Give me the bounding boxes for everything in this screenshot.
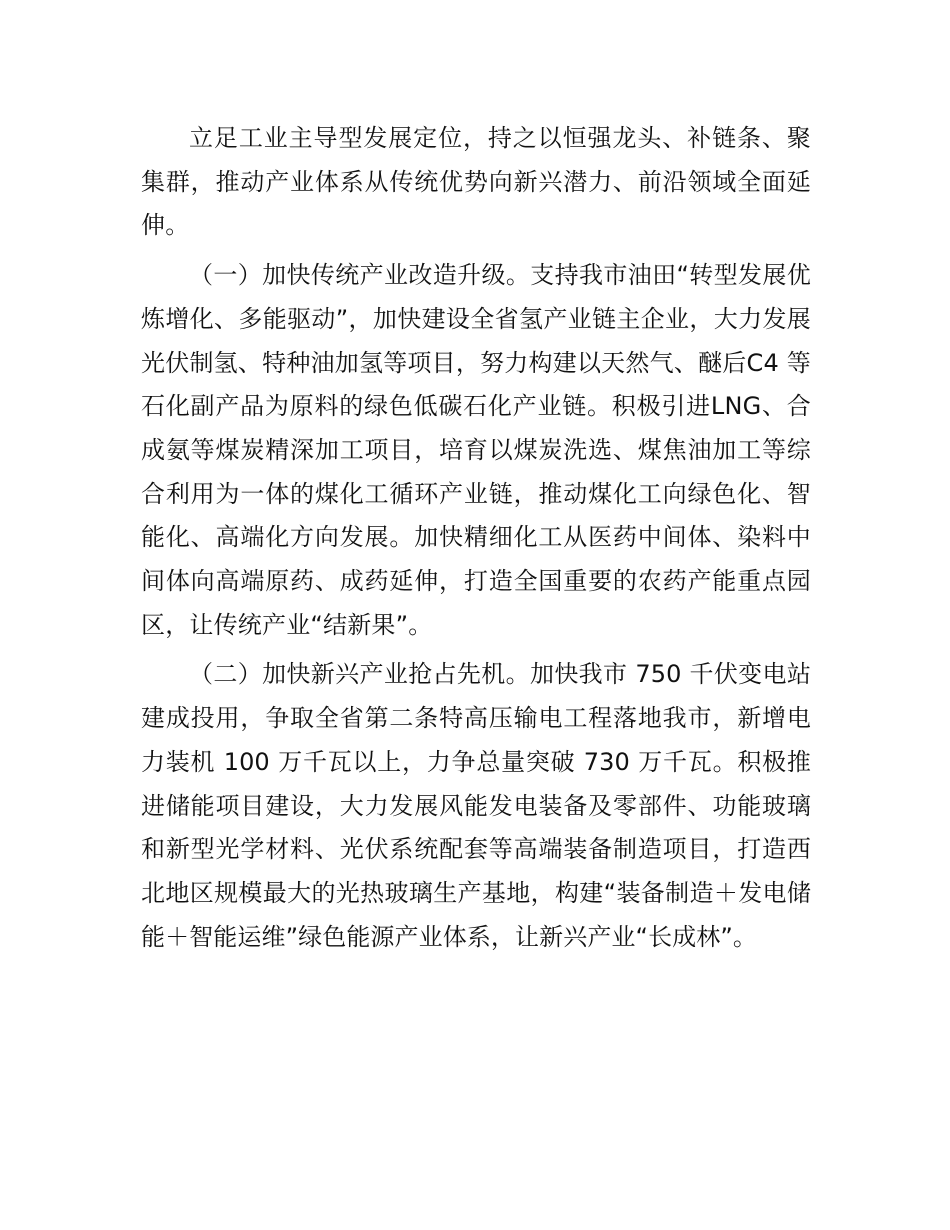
intro-paragraph: 立足工业主导型发展定位，持之以恒强龙头、补链条、聚集群，推动产业体系从传统优势向新兴潜力、前沿领域全面延伸。: [141, 124, 811, 240]
document-body: [141, 117, 811, 965]
traditional-industry-paragraph: （一）加快传统产业改造升级。支持我市油田“转型发展优炼增化、多能驱动”，加快建设全省氢产业链主企业，大力发展光伏制氢、特种油加氢等项目，努力构建以天然气、醚后C4 等石化副产品为原料的绿色低碳石化产业链。积极引进LNG、合成氨等煤炭精深加工项目，培育以煤炭洗选、煤焦油加工等综合利用为一体的煤化工循环产业链，推动煤化工向绿色化、智能化、高端化方向发展。加快精细化工从医药中间体、染料中间体向高端原药、成药延伸，打造全国重要的农药产能重点园区，让传统产业“结新果”。: [141, 261, 811, 639]
emerging-industry-paragraph: （二）加快新兴产业抢占先机。加快我市 750 千伏变电站建成投用，争取全省第二条特高压输电工程落地我市，新增电力装机 100 万千瓦以上，力争总量突破 730 万千瓦。积极推进储能项目建设，大力发展风能发电装备及零部件、功能玻璃和新型光学材料、光伏系统配套等高端装备制造项目，打造西北地区规模最大的光热玻璃生产基地，构建“装备制造＋发电储能＋智能运维”绿色能源产业体系，让新兴产业“长成林”。: [141, 660, 811, 951]
